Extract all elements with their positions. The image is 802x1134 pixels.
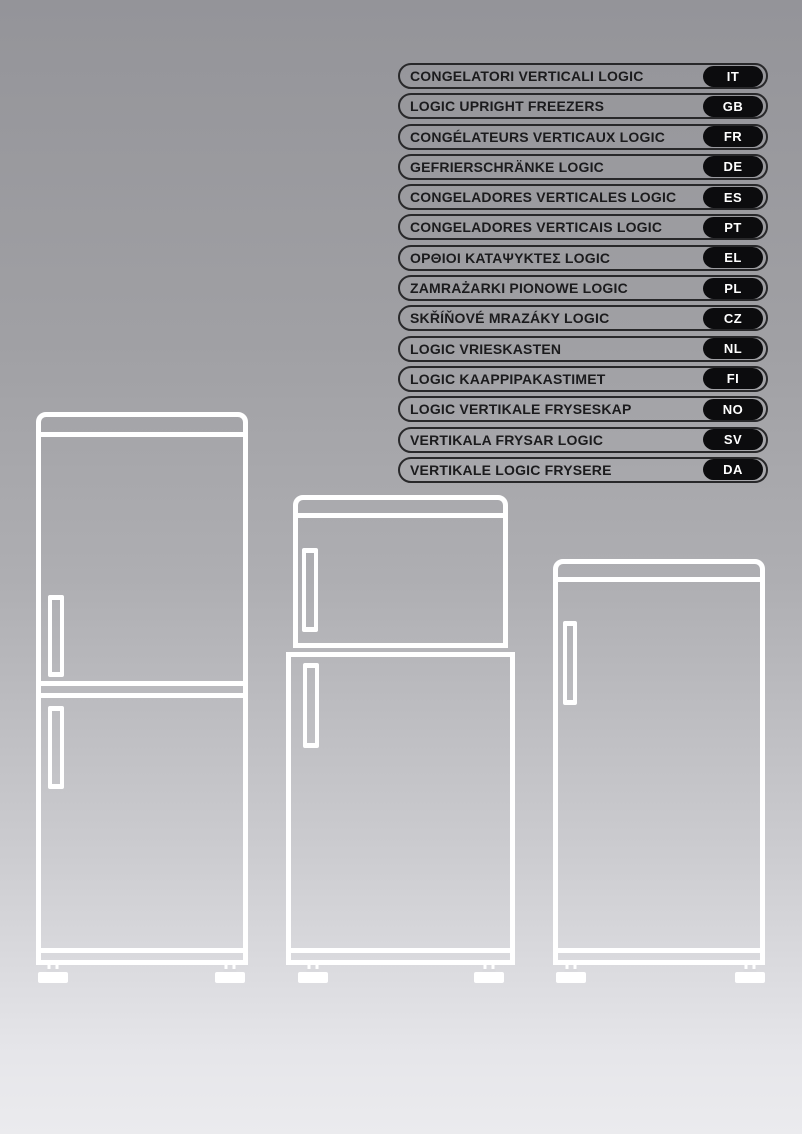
freezer-foot xyxy=(298,965,328,983)
plinth-line xyxy=(291,948,510,953)
language-label: VERTIKALA FRYSAR LOGIC xyxy=(410,431,604,448)
language-code-badge: IT xyxy=(703,66,763,87)
lower-door-handle xyxy=(48,706,64,789)
language-code-badge: FI xyxy=(703,368,763,389)
language-label: CONGÉLATEURS VERTICAUX LOGIC xyxy=(410,128,666,145)
top-panel-line xyxy=(558,577,760,582)
language-label: VERTIKALE LOGIC FRYSERE xyxy=(410,461,612,478)
language-label: ΟΡΘΙΟΙ ΚΑΤΑΨΥΚΤΕΣ LOGIC xyxy=(410,249,611,266)
freezer-foot xyxy=(38,965,68,983)
language-row xyxy=(398,336,768,362)
language-row xyxy=(398,396,768,422)
language-code-badge: EL xyxy=(703,247,763,268)
language-row xyxy=(398,124,768,150)
language-label: GEFRIERSCHRÄNKE LOGIC xyxy=(410,158,604,175)
freezer-foot xyxy=(556,965,586,983)
language-code-badge: GB xyxy=(703,96,763,117)
upper-door-handle xyxy=(302,548,318,632)
language-label: SKŘÍŇOVÉ MRAZÁKY LOGIC xyxy=(410,310,610,327)
language-code-badge: SV xyxy=(703,429,763,450)
language-code-badge: DE xyxy=(703,156,763,177)
language-index xyxy=(398,63,768,483)
lower-door-handle xyxy=(303,663,319,748)
language-label: ZAMRAŻARKI PIONOWE LOGIC xyxy=(410,280,628,297)
language-row xyxy=(398,93,768,119)
freezer-foot xyxy=(474,965,504,983)
language-row xyxy=(398,245,768,271)
upper-door-bottom-line xyxy=(41,681,243,686)
language-label: CONGELATORI VERTICALI LOGIC xyxy=(410,68,644,84)
language-label: CONGELADORES VERTICALES LOGIC xyxy=(410,189,677,206)
language-code-badge: NL xyxy=(703,338,763,359)
top-panel-line xyxy=(41,432,243,437)
door-handle xyxy=(563,621,577,705)
language-row xyxy=(398,63,768,89)
freezer-illustration-medium-lower-door xyxy=(286,652,515,965)
language-code-badge: ES xyxy=(703,187,763,208)
language-label: LOGIC VRIESKASTEN xyxy=(410,340,562,357)
freezer-foot xyxy=(215,965,245,983)
lower-door-top-line xyxy=(41,693,243,698)
freezer-illustration-tall-two-door xyxy=(36,412,248,965)
freezer-illustration-single-door xyxy=(553,559,765,965)
language-label: LOGIC KAAPPIPAKASTIMET xyxy=(410,370,606,387)
language-label: CONGELADORES VERTICAIS LOGIC xyxy=(410,219,663,236)
language-row xyxy=(398,305,768,331)
language-row xyxy=(398,154,768,180)
language-row xyxy=(398,214,768,240)
plinth-line xyxy=(41,948,243,953)
freezer-illustration-medium-upper-section xyxy=(293,495,508,648)
language-row xyxy=(398,275,768,301)
language-label: LOGIC UPRIGHT FREEZERS xyxy=(410,98,605,115)
language-code-badge: FR xyxy=(703,126,763,147)
freezer-foot xyxy=(735,965,765,983)
language-row xyxy=(398,427,768,453)
top-panel-line xyxy=(298,513,503,518)
language-code-badge: DA xyxy=(703,459,763,480)
language-code-badge: PT xyxy=(703,217,763,238)
plinth-line xyxy=(558,948,760,953)
upper-door-handle xyxy=(48,595,64,677)
language-row xyxy=(398,184,768,210)
language-label: LOGIC VERTIKALE FRYSESKAP xyxy=(410,401,632,418)
language-code-badge: CZ xyxy=(703,308,763,329)
language-code-badge: PL xyxy=(703,278,763,299)
language-row xyxy=(398,366,768,392)
language-code-badge: NO xyxy=(703,399,763,420)
language-row xyxy=(398,457,768,483)
